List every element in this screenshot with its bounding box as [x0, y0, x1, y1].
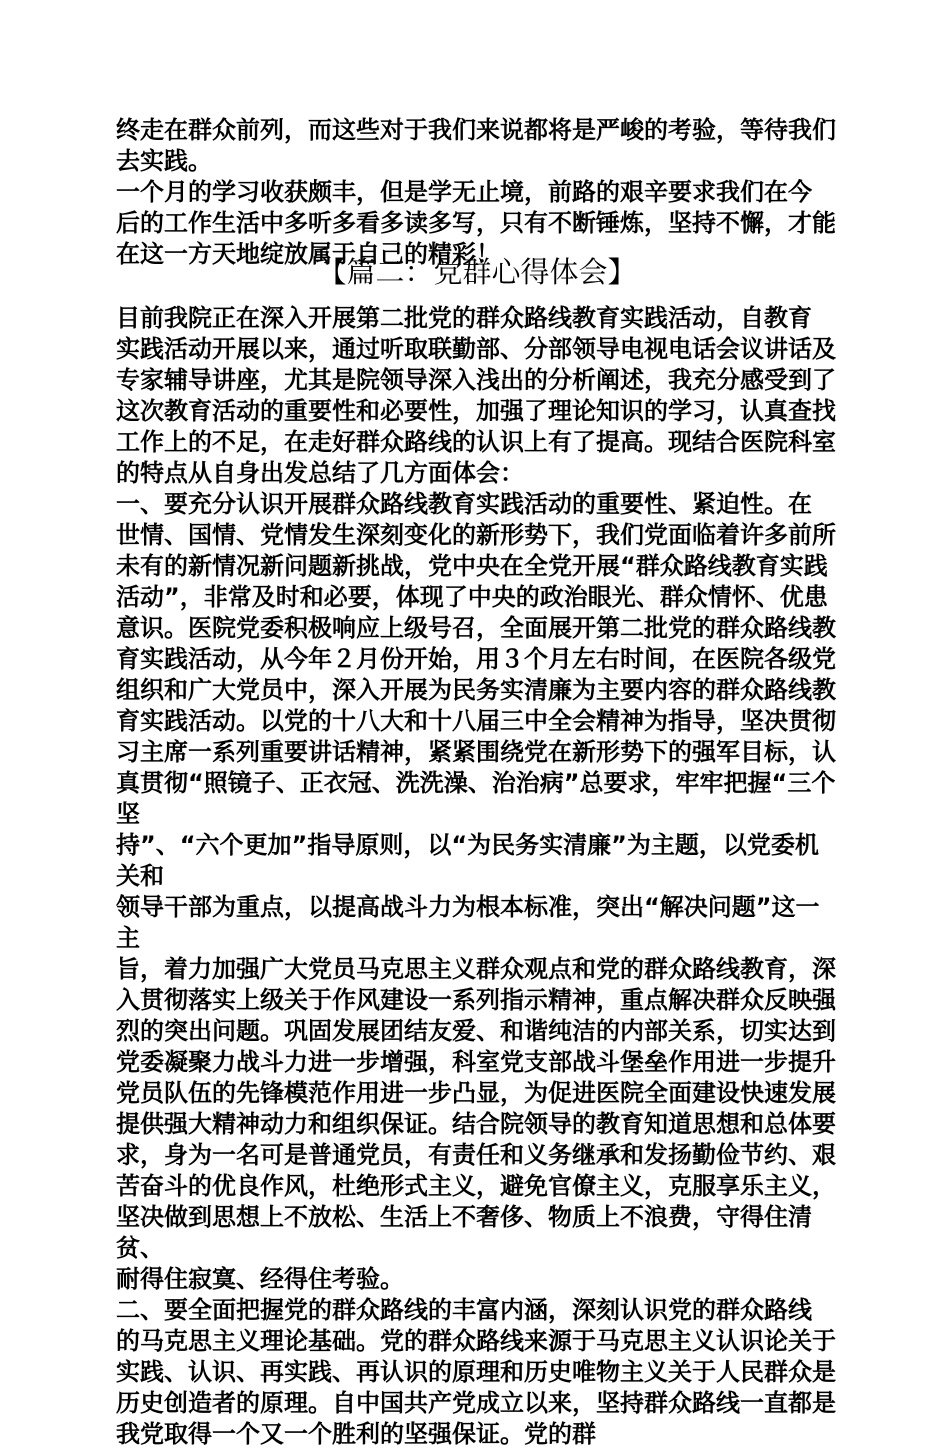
section-title: 【篇二：党群心得体会】	[317, 255, 637, 289]
body-paragraphs: 目前我院正在深入开展第二批党的群众路线教育实践活动，自教育 实践活动开展以来，通过听取联勤部、分部领导电视电话会议讲话及 专家辅导讲座，尤其是院领导深入浅出的分析阐述，我充分感受到了 这次教育活动的重要性和必要性，加强了理论知识的学习，认真查找 工作上的不足，在走好群众路线的认识上有了提高。现结合医院科室 的特点从自身出发总结了几方面体会： 一、要充分认识开展群众路线教育实践活动的重要性、紧迫性。在 世情、国情、党情发生深刻变化的新形势下，我们党面临着许多前所 未有的新情况新问题新挑战，党中央在全党开展“群众路线教育实践 活动”，非常及时和必要，体现了中央的政治眼光、群众情怀、优患 意识。医院党委积极响应上级号召，全面展开第二批党的群众路线教 育实践活动，从今年２月份开始，用３个月左右时间，在医院各级党 组织和广大党员中，深入开展为民务实清廉为主要内容的群众路线教 育实践活动。以党的十八大和十八届三中全会精神为指导，坚决贯彻 习主席一系列重要讲话精神，紧紧围绕党在新形势下的强军目标，认 真贯彻“照镜子、正衣冠、洗洗澡、治治病”总要求，牢牢把握“三个坚 持”、“六个更加”指导原则，以“为民务实清廉”为主题，以党委机关和 领导干部为重点，以提高战斗力为根本标准，突出“解决问题”这一主 旨，着力加强广大党员马克思主义群众观点和党的群众路线教育，深 入贯彻落实上级关于作风建设一系列指示精神，重点解决群众反映强 烈的突出问题。巩固发展团结友爱、和谐纯洁的内部关系，切实达到 党委凝聚力战斗力进一步增强，科室党支部战斗堡垒作用进一步提升 党员队伍的先锋模范作用进一步凸显，为促进医院全面建设快速发展 提供强大精神动力和组织保证。结合院领导的教育知道思想和总体要 求，身为一名可是普通党员，有责任和义务继承和发扬勤俭节约、艰 苦奋斗的优良作风，杜绝形式主义，避免官僚主义，克服享乐主义， 坚决做到思想上不放松、生活上不奢侈、物质上不浪费，守得住清贫、 耐得住寂寞、经得住考验。 二、要全面把握党的群众路线的丰富内涵，深刻认识党的群众路线 的马克思主义理论基础。党的群众路线来源于马克思主义认识论关于 实践、认识、再实践、再认识的原理和历史唯物主义关于人民群众是 历史创造者的原理。自中国共产党成立以来，坚持群众路线一直都是 我党取得一个又一个胜利的坚强保证。党的群	[116, 304, 836, 1448]
intro-paragraphs: 终走在群众前列，而这些对于我们来说都将是严峻的考验，等待我们 去实践。 一个月的学习收获颇丰，但是学无止境，前路的艰辛要求我们在今 后的工作生活中多听多看多读多写，只有不断锤炼，坚持不懈，才能 在这一方天地绽放属于自己的精彩！	[116, 116, 836, 268]
